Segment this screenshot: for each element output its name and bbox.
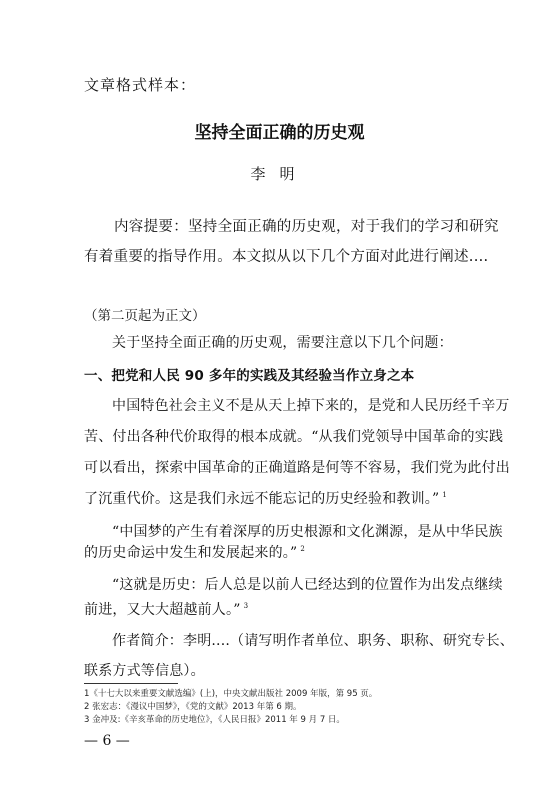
page-number: — 6 — [84, 733, 130, 749]
footnote-2: 2 张宏志：《漫议中国梦》，《党的文献》2013 年第 6 期。 [84, 702, 302, 712]
article-title: 坚持全面正确的历史观 [194, 123, 365, 143]
para2-line-2 [84, 542, 305, 562]
body-start-note: （第二页起为正文） [84, 308, 206, 324]
abstract-line-1: 内容提要：坚持全面正确的历史观，对于我们的学习和研究 [114, 219, 499, 235]
footnote-3: 3 金冲及:《辛亥革命的历史地位》，《人民日报》2011 年 9 月 7 日。 [84, 715, 345, 725]
footnote-ref-2: 2 [300, 545, 306, 553]
para3-line-1: “这就是历史：后人总是以前人已经达到的位置作为出发点继续 [112, 577, 503, 593]
footnote-ref-3: 3 [243, 602, 249, 610]
author-bio-line-2: 联系方式等信息）。 [84, 663, 205, 679]
footnote-ref-1: 1 [442, 491, 448, 499]
para1-line-4 [84, 488, 447, 508]
para2-line-1: “中国梦的产生有着深厚的历史根源和文化渊源，是从中华民族 [112, 524, 503, 540]
author-name: 李明 [250, 165, 309, 183]
para1-line-4-text: 了沉重代价。这是我们永远不能忘记的历史经验和教训。” [84, 491, 440, 507]
footnote-divider [84, 683, 178, 684]
para1-line-3: 可以看出，探索中国革命的正确道路是何等不容易，我们党为此付出 [84, 460, 510, 476]
para1-line-1: 中国特色社会主义不是从天上掉下来的，是党和人民历经千辛万 [112, 398, 510, 414]
footnote-1: 1《十七大以来重要文献选编》(上)，中央文献出版社 2009 年版，第 95 页。 [84, 689, 378, 699]
sample-label: 文章格式样本： [84, 76, 197, 94]
author-bio-line-1: 作者简介：李明....（请写明作者单位、职务、职称、研究专长、 [112, 633, 514, 649]
section-heading-1: 一、把党和人民 90 多年的实践及其经验当作立身之本 [84, 368, 415, 384]
para3-line-2 [84, 599, 248, 619]
para1-line-2: 苦、付出各种代价取得的根本成就。“从我们党领导中国革命的实践 [84, 429, 504, 445]
para2-line-2-text: 的历史命运中发生和发展起来的。” [84, 545, 298, 561]
intro-text: 关于坚持全面正确的历史观，需要注意以下几个问题： [112, 335, 453, 351]
para3-line-2-text: 前进，又大大超越前人。” [84, 602, 241, 618]
abstract-line-2: 有着重要的指导作用。本文拟从以下几个方面对此进行阐述.... [84, 249, 489, 265]
